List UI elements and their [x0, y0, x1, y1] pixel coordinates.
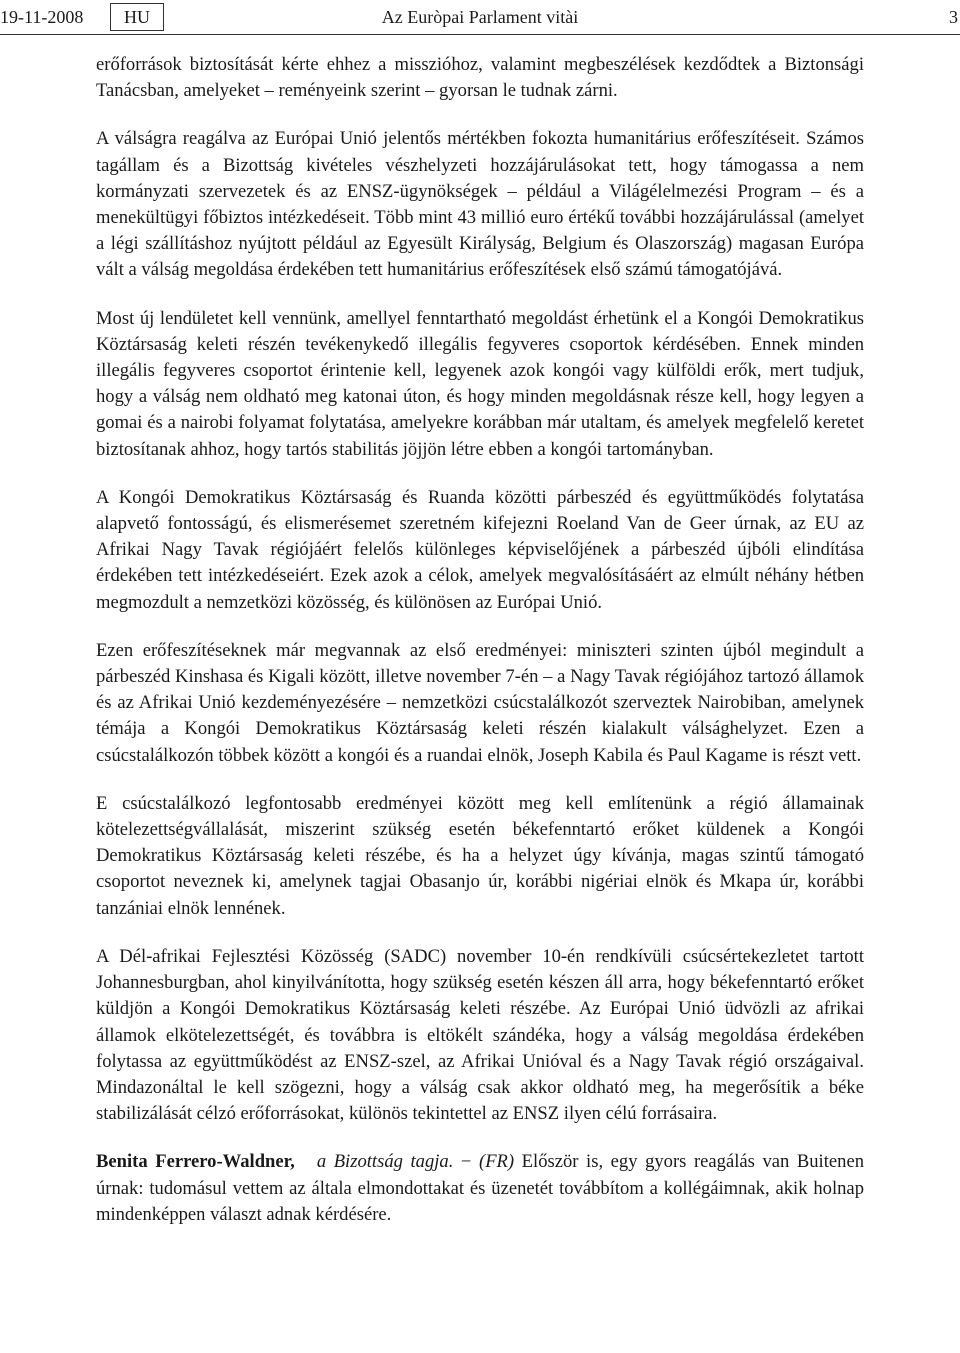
- publication-title: Az Euròpai Parlament vitài: [381, 7, 579, 27]
- page-header: [0, 0, 960, 35]
- paragraph: E csúcstalálkozó legfontosabb eredményei között meg kell említenünk a régió államainak kötelezettségvállalását, miszerint szükség esetén békefenntartó erőket küldenek a Kongói Demokratikus Köztársaság keleti részébe, és ha a helyzet úgy kívánja, magas szintű támogató csoportot neveznek ki, amelynek tagjai Obasanjo úr, korábbi nigériai elnök és Mkapa úr, korábbi tanzániai elnök lennének.: [96, 792, 864, 919]
- page-number: 3: [949, 7, 958, 27]
- language-badge: HU: [110, 3, 164, 31]
- paragraph: A Dél-afrikai Fejlesztési Közösség (SADC) november 10-én rendkívüli csúcsértekezletet tartott Johannesburgban, ahol kinyilvánította, hogy szükség esetén készen áll arra, hogy békefenntartó erőket küldjön a Kongói Demokratikus Köztársaság keleti részébe. Az Európai Unió üdvözli az afrikai államok elkötelezettségét, és továbbra is eltökélt szándéka, hogy a válság megoldása érdekében folytassa az együttműködést az ENSZ-szel, az Afrikai Unióval és a Nagy Tavak régió országaival. Mindazonáltal le kell szögezni, hogy a válság csak akkor oldható meg, ha megerősítik a béke stabilizálását célzó erőforrásokat, különös tekintettel az ENSZ ilyen célú forrásaira.: [96, 945, 864, 1125]
- speech-separator: −: [453, 1151, 479, 1173]
- paragraph: A Kongói Demokratikus Köztársaság és Ruanda közötti párbeszéd és együttműködés folytatása alapvető fontosságú, és elismerésemet szeretném kifejezni Roeland Van de Geer úrnak, az EU az Afrikai Nagy Tavak régiójáért felelős különleges képviselőjének a párbeszéd újbóli elindítása érdekében tett intézkedéseiért. Ezek azok a célok, amelyek megvalósításáért az elmúlt néhány hétben megmozdult a nemzetközi közösség, és különösen az Európai Unió.: [96, 486, 864, 613]
- speaker-role: a Bizottság tagja.: [316, 1151, 454, 1173]
- speaker-name: Benita Ferrero-Waldner,: [96, 1151, 295, 1173]
- paragraph: erőforrások biztosítását kérte ehhez a misszióhoz, valamint megbeszélések kezdődtek a Biztonsági Tanácsban, amelyeket – reményeink szerint – gyorsan le tudnak zárni.: [96, 54, 864, 102]
- paragraph: A válságra reagálva az Európai Unió jelentős mértékben fokozta humanitárius erőfeszítéseit. Számos tagállam és a Bizottság kivételes vészhelyzeti hozzájárulásokat tett, hogy támogassa a nem kormányzati szervezetek és az ENSZ-ügynökségek – például a Világélelmezési Program – és a menekültügyi főbiztos intézkedéseit. Több mint 43 millió euro értékű további hozzájárulással (amelyet a légi szállításhoz nyújtott például az Egyesült Királyság, Belgium és Olaszország) magasan Európa vált a válság megoldása érdekében tett humanitárius erőfeszítések első számú támogatójává.: [96, 128, 864, 281]
- speech-paragraph: [96, 1149, 864, 1228]
- document-body: [96, 52, 864, 1228]
- paragraph: Ezen erőfeszítéseknek már megvannak az első eredményei: miniszteri szinten újból megindult a párbeszéd Kinshasa és Kigali között, illetve november 7-én – a Nagy Tavak régiójához tartozó államok és az Afrikai Unió kezdeményezésére – nemzetközi csúcstalálkozót szerveztek Nairobiban, amelynek témája a Kongói Demokratikus Köztársaság keleti részén kialakult válsághelyzet. Ezen a csúcstalálkozón többek között a kongói és a ruandai elnök, Joseph Kabila és Paul Kagame is részt vett.: [96, 639, 864, 766]
- header-date: 19-11-2008: [0, 7, 84, 27]
- paragraph: Most új lendületet kell vennünk, amellyel fenntartható megoldást érhetünk el a Kongói Demokratikus Köztársaság keleti részén tevékenykedő illegális fegyveres csoportok kérdésében. Ennek minden illegális fegyveres csoportot érintenie kell, legyenek azok kongói vagy külföldi erők, mert tudjuk, hogy a válság nem oldható meg katonai úton, és hogy minden megoldásnak része kell, hogy legyen a gomai és a nairobi folyamat folytatása, amelyekre korábban már utaltam, és amelyek megfelelő keretet biztosítanak ahhoz, hogy tartós stabilitás jöjjön létre ebben a kongói tartományban.: [96, 307, 864, 460]
- speech-text: Először is, egy gyors reagálás van Buitenen úrnak: tudomásul vettem az általa elmondottakat és üzenetét továbbítom a kollégáimnak, akik holnap mindenképpen választ adnak kérdésére.: [96, 1151, 864, 1225]
- speech-language: (FR): [479, 1151, 515, 1173]
